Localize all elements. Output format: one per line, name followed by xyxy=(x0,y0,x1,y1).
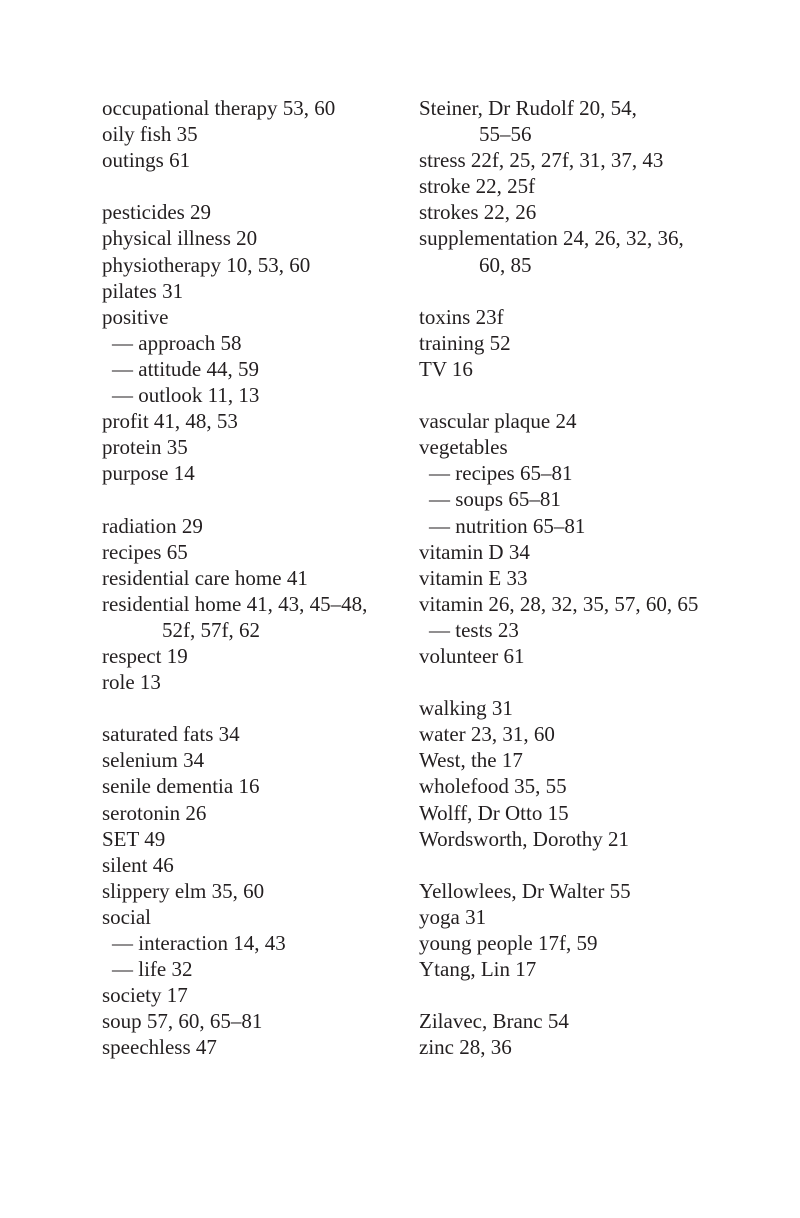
index-entry: young people 17f, 59 xyxy=(419,931,598,955)
index-entry: Steiner, Dr Rudolf 20, 54, xyxy=(419,96,637,120)
section-gap xyxy=(419,852,739,878)
index-entry: supplementation 24, 26, 32, 36, xyxy=(419,226,684,251)
index-entry: TV 16 xyxy=(419,356,473,381)
index-entry: strokes 22, 26 xyxy=(419,200,537,225)
section-gap xyxy=(102,173,402,199)
index-entry: physiotherapy 10, 53, 60 xyxy=(102,252,311,277)
index-entry: Zilavec, Branc 54 xyxy=(419,1009,569,1034)
index-entry: pilates 31 xyxy=(102,278,184,303)
index-entry: vitamin E 33 xyxy=(419,565,528,590)
index-entry: role 13 xyxy=(102,670,161,695)
index-entry: Wolff, Dr Otto 15 xyxy=(419,800,569,825)
index-subentry: — approach 58 xyxy=(112,330,242,355)
section-gap xyxy=(102,486,402,512)
index-entry: volunteer 61 xyxy=(419,643,525,668)
index-entry: profit 41, 48, 53 xyxy=(102,409,238,434)
index-entry: positive xyxy=(102,304,169,329)
section-gap xyxy=(419,382,739,408)
index-entry: social xyxy=(102,904,151,929)
index-entry: saturated fats 34 xyxy=(102,722,240,747)
index-entry: vitamin 26, 28, 32, 35, 57, 60, 65 xyxy=(419,591,699,616)
index-entry: selenium 34 xyxy=(102,748,205,773)
index-entry: yoga 31 xyxy=(419,904,487,929)
index-subentry: — tests 23 xyxy=(429,617,519,642)
section-gap xyxy=(102,695,402,721)
section-gap xyxy=(419,982,739,1008)
index-entry: slippery elm 35, 60 xyxy=(102,878,265,903)
index-entry: wholefood 35, 55 xyxy=(419,774,567,799)
section-gap xyxy=(419,669,739,695)
index-subentry: — soups 65–81 xyxy=(429,487,561,512)
index-entry: zinc 28, 36 xyxy=(419,1035,512,1060)
index-subentry: — attitude 44, 59 xyxy=(112,356,259,381)
index-entry: Wordsworth, Dorothy 21 xyxy=(419,826,630,851)
index-entry: physical illness 20 xyxy=(102,226,258,251)
index-column-left xyxy=(102,95,402,1060)
index-entry: SET 49 xyxy=(102,826,166,851)
index-entry: toxins 23f xyxy=(419,304,504,329)
index-entry-continuation: 60, 85 xyxy=(479,252,532,277)
index-entry: protein 35 xyxy=(102,435,188,460)
index-entry: Ytang, Lin 17 xyxy=(419,957,537,982)
index-entry: serotonin 26 xyxy=(102,800,207,825)
index-entry: stroke 22, 25f xyxy=(419,174,536,199)
index-entry: stress 22f, 25, 27f, 31, 37, 43 xyxy=(419,148,664,173)
index-entry: soup 57, 60, 65–81 xyxy=(102,1009,263,1034)
index-subentry: — outlook 11, 13 xyxy=(112,383,260,408)
index-entry-continuation: 55–56 xyxy=(479,122,532,147)
index-entry: society 17 xyxy=(102,983,188,1008)
index-entry: training 52 xyxy=(419,330,511,355)
index-subentry: — interaction 14, 43 xyxy=(112,931,286,955)
index-entry-continuation: 52f, 57f, 62 xyxy=(162,617,260,642)
index-entry: Yellowlees, Dr Walter 55 xyxy=(419,878,631,903)
index-entry: walking 31 xyxy=(419,696,513,721)
index-entry: residential home 41, 43, 45–48, xyxy=(102,591,368,616)
index-entry: purpose 14 xyxy=(102,461,195,486)
index-subentry: — life 32 xyxy=(112,957,193,982)
index-entry: speechless 47 xyxy=(102,1035,217,1060)
index-column-right xyxy=(419,95,739,1060)
index-entry: outings 61 xyxy=(102,148,191,173)
index-subentry: — recipes 65–81 xyxy=(429,461,573,486)
index-entry: pesticides 29 xyxy=(102,200,212,225)
index-entry: West, the 17 xyxy=(419,748,523,773)
index-entry: vascular plaque 24 xyxy=(419,409,577,434)
index-entry: occupational therapy 53, 60 xyxy=(102,96,336,120)
index-entry: residential care home 41 xyxy=(102,565,308,590)
index-entry: radiation 29 xyxy=(102,513,203,538)
index-entry: recipes 65 xyxy=(102,539,188,564)
index-entry: vegetables xyxy=(419,435,508,460)
index-entry: vitamin D 34 xyxy=(419,539,530,564)
index-entry: respect 19 xyxy=(102,643,188,668)
index-entry: senile dementia 16 xyxy=(102,774,260,799)
index-entry: water 23, 31, 60 xyxy=(419,722,555,747)
index-entry: silent 46 xyxy=(102,852,174,877)
index-subentry: — nutrition 65–81 xyxy=(429,513,586,538)
index-entry: oily fish 35 xyxy=(102,122,198,147)
section-gap xyxy=(419,278,739,304)
